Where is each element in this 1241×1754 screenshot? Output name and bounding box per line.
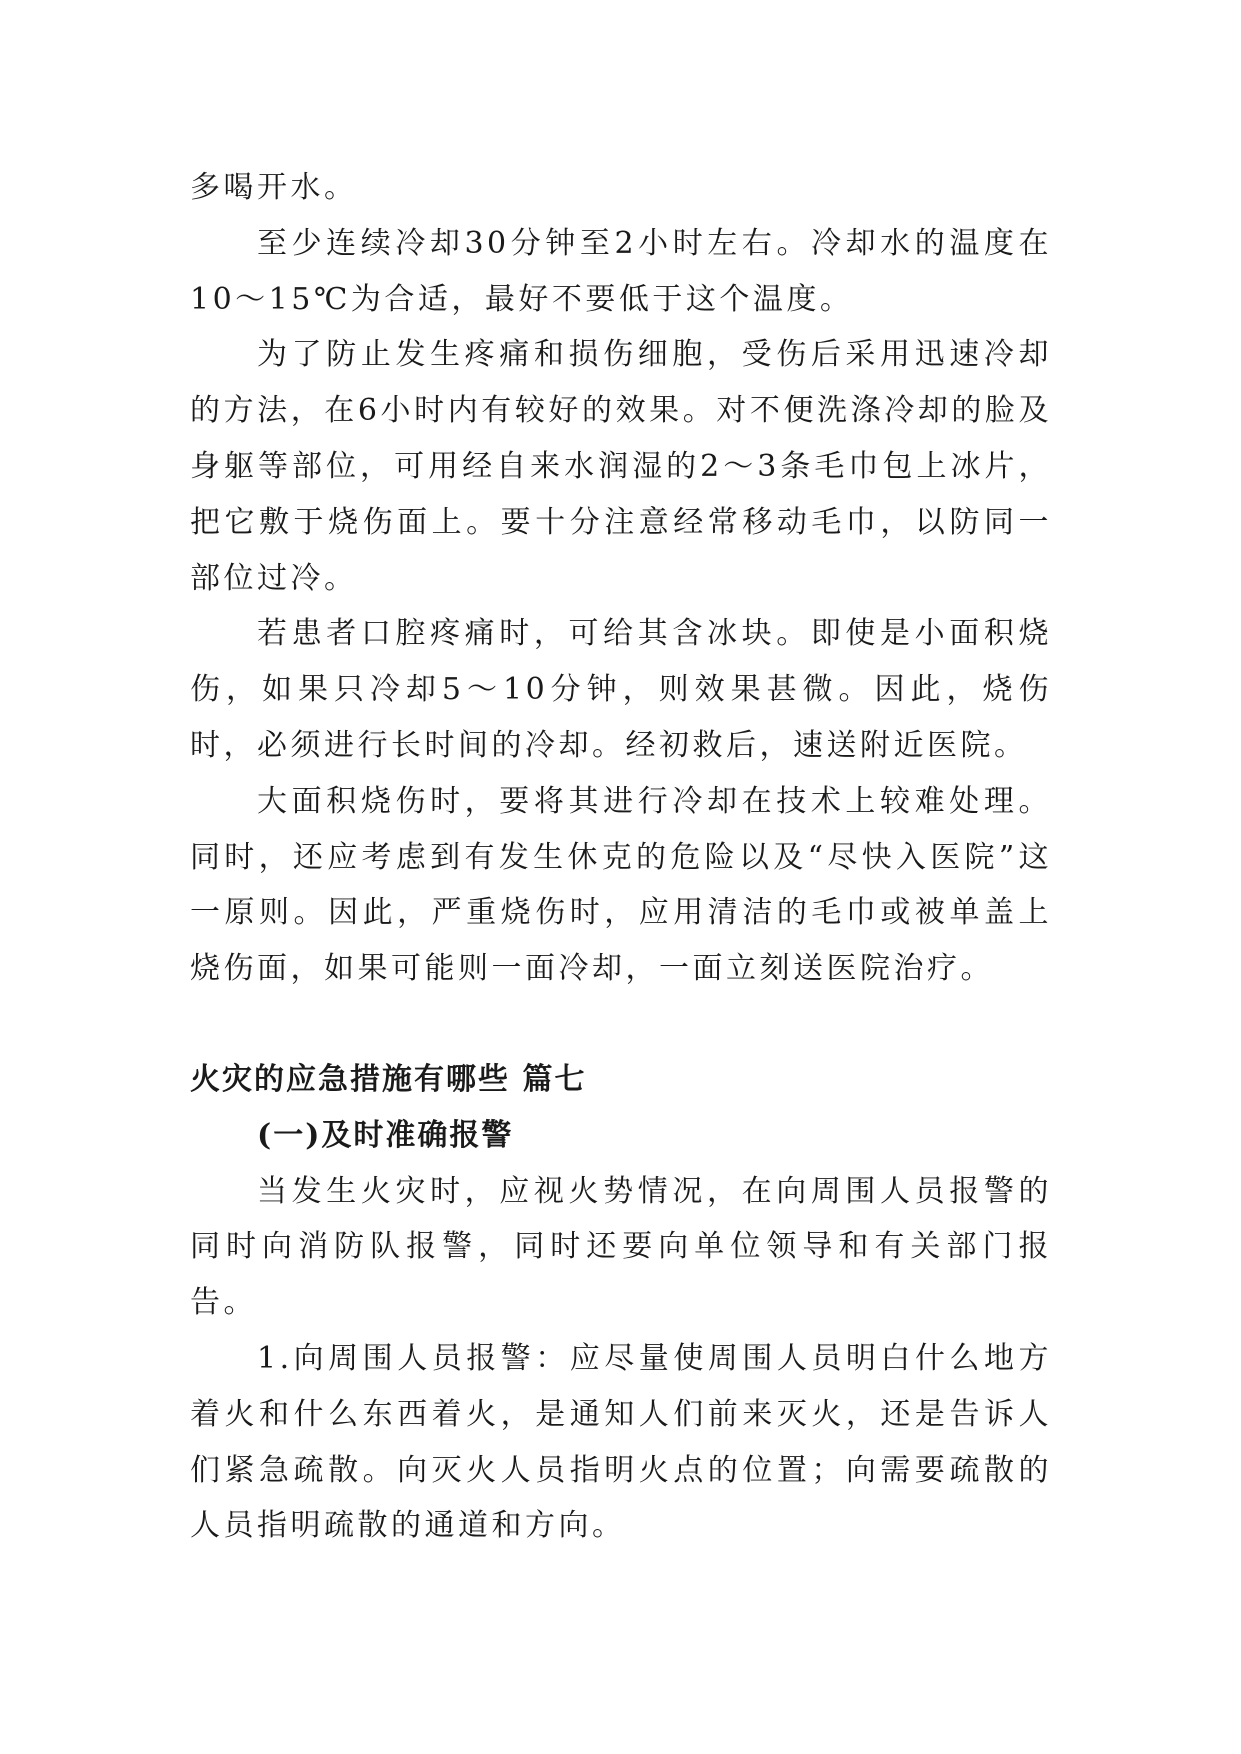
- paragraph-fire-alarm: 当发生火灾时，应视火势情况，在向周围人员报警的同时向消防队报警，同时还要向单位领导和有关部门报告。: [190, 1173, 1052, 1321]
- section-title: 火灾的应急措施有哪些 篇七: [190, 1061, 587, 1097]
- paragraph-continuation: 多喝开水。: [190, 170, 358, 205]
- subsection-title: (一)及时准确报警: [257, 1117, 514, 1153]
- paragraph-alert-people: 1.向周围人员报警：应尽量使周围人员明白什么地方着火和什么东西着火，是通知人们前来灭火，还是告诉人们紧急疏散。向灭火人员指明火点的位置；向需要疏散的人员指明疏散的通道和方向。: [190, 1340, 1052, 1544]
- document-body: [190, 160, 1052, 1554]
- paragraph-cooling-duration: 至少连续冷却30分钟至2小时左右。冷却水的温度在10～15℃为合适，最好不要低于这个温度。: [190, 225, 1052, 317]
- paragraph-rapid-cooling: 为了防止发生疼痛和损伤细胞，受伤后采用迅速冷却的方法，在6小时内有较好的效果。对不便洗涤冷却的脸及身躯等部位，可用经自来水润湿的2～3条毛巾包上冰片，把它敷于烧伤面上。要十分注意经常移动毛巾，以防同一部位过冷。: [190, 337, 1052, 596]
- paragraph-large-burns: 大面积烧伤时，要将其进行冷却在技术上较难处理。同时，还应考虑到有发生休克的危险以及“尽快入医院”这一原则。因此，严重烧伤时，应用清洁的毛巾或被单盖上烧伤面，如果可能则一面冷却，一面立刻送医院治疗。: [190, 783, 1052, 987]
- paragraph-mouth-pain: 若患者口腔疼痛时，可给其含冰块。即使是小面积烧伤，如果只冷却5～10分钟，则效果甚微。因此，烧伤时，必须进行长时间的冷却。经初救后，速送附近医院。: [190, 616, 1052, 763]
